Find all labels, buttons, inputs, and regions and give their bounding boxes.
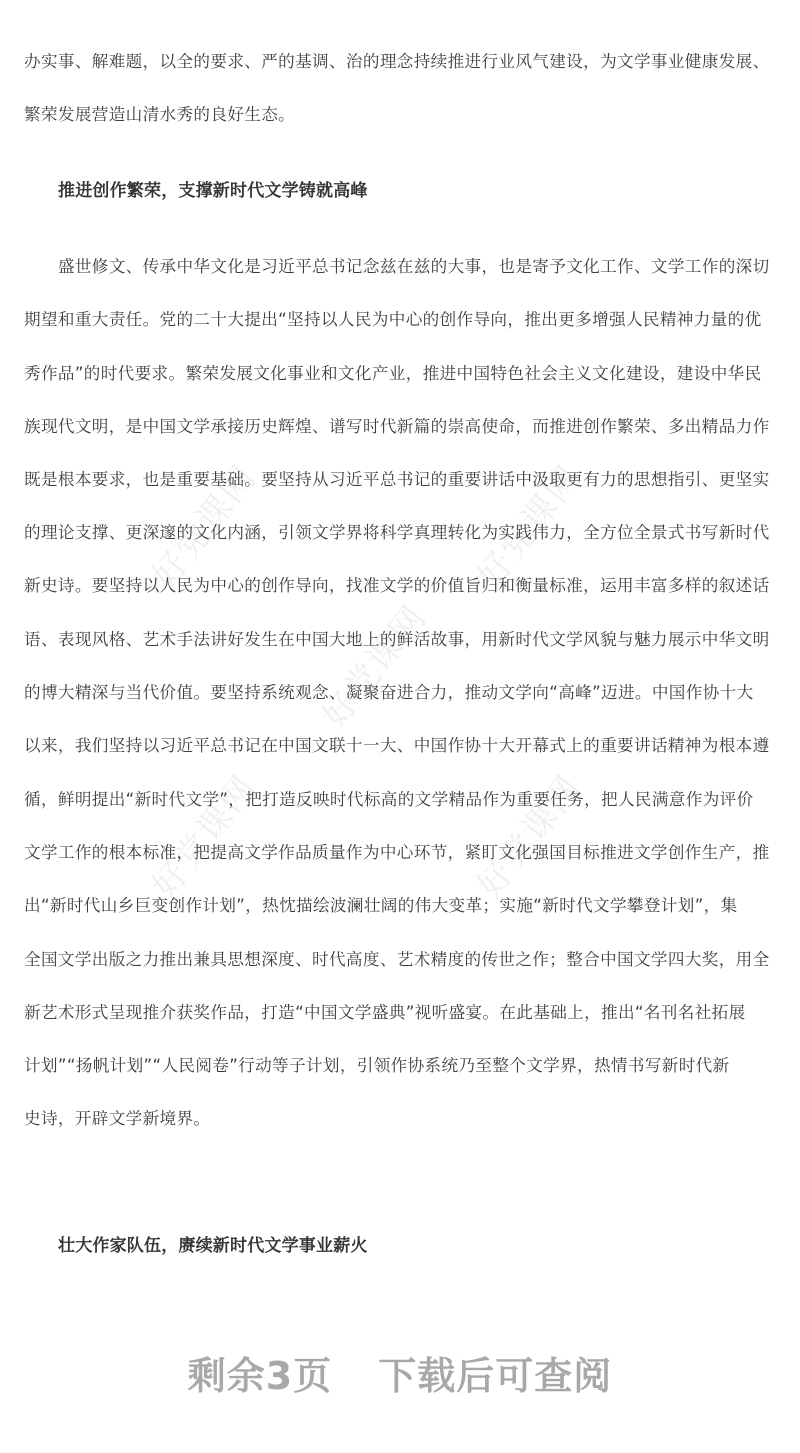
watermark: 好党课网 bbox=[314, 597, 435, 736]
download-prompt-banner[interactable] bbox=[0, 1350, 800, 1402]
body-text-line: 秀作品”的时代要求。繁荣发展文化事业和文化产业，推进中国特色社会主义文化建设，建设中华民 bbox=[24, 364, 762, 383]
watermark: 好党课网 bbox=[144, 767, 265, 906]
watermark: 好党课网 bbox=[469, 457, 590, 596]
body-text-line: 期望和重大责任。党的二十大提出“坚持以人民为中心的创作导向，推出更多增强人民精神力量的优 bbox=[24, 310, 762, 329]
body-text-line: 族现代文明，是中国文学承接历史辉煌、谱写时代新篇的崇高使命，而推进创作繁荣、多出精品力作 bbox=[24, 417, 770, 436]
body-text-line: 的博大精深与当代价值。要坚持系统观念、凝聚奋进合力，推动文学向“高峰”迈进。中国作协十大 bbox=[24, 683, 754, 702]
watermark: 好党课网 bbox=[144, 457, 265, 596]
body-text-line: 以来，我们坚持以习近平总书记在中国文联十一大、中国作协十大开幕式上的重要讲话精神为根本遵 bbox=[24, 736, 770, 755]
body-text-line: 循，鲜明提出“新时代文学”，把打造反映时代标高的文学精品作为重要任务，把人民满意作为评价 bbox=[24, 790, 754, 809]
body-text-line: 语、表现风格、艺术手法讲好发生在中国大地上的鲜活故事，用新时代文学风貌与魅力展示中华文明 bbox=[24, 630, 770, 649]
body-text-line: 全国文学出版之力推出兼具思想深度、时代高度、艺术精度的传世之作；整合中国文学四大奖，用全 bbox=[24, 950, 770, 969]
remaining-pages-label: 剩余3页 bbox=[187, 1354, 333, 1398]
body-text-line: 办实事、解难题，以全的要求、严的基调、治的理念持续推进行业风气建设，为文学事业健康发展、 bbox=[24, 52, 770, 71]
body-text-line: 文学工作的根本标准，把提高文学作品质量作为中心环节，紧盯文化强国目标推进文学创作生产，推 bbox=[24, 843, 770, 862]
body-text-line: 计划”“扬帆计划”“人民阅卷”行动等子计划，引领作协系统乃至整个文学界，热情书写新时代新 bbox=[24, 1056, 730, 1075]
section-heading: 推进创作繁荣，支撑新时代文学铸就高峰 bbox=[58, 181, 368, 201]
body-text-line: 既是根本要求，也是重要基础。要坚持从习近平总书记的重要讲话中汲取更有力的思想指引、更坚实 bbox=[24, 470, 770, 489]
body-text-line: 繁荣发展营造山清水秀的良好生态。 bbox=[24, 105, 296, 124]
watermark: 好党课网 bbox=[469, 767, 590, 906]
body-text-line: 新史诗。要坚持以人民为中心的创作导向，找准文学的价值旨归和衡量标准，运用丰富多样的叙述话 bbox=[24, 576, 770, 595]
section-heading: 壮大作家队伍，赓续新时代文学事业薪火 bbox=[58, 1236, 368, 1256]
body-text-line: 出“新时代山乡巨变创作计划”，热忱描绘波澜壮阔的伟大变革；实施“新时代文学攀登计划”，集 bbox=[24, 896, 738, 915]
download-to-view-label[interactable]: 下载后可查阅 bbox=[378, 1354, 613, 1398]
body-text-line: 新艺术形式呈现推介获奖作品，打造“中国文学盛典”视听盛宴。在此基础上，推出“名刊名社拓展 bbox=[24, 1003, 746, 1022]
body-text-line: 史诗，开辟文学新境界。 bbox=[24, 1109, 211, 1128]
body-text-line: 的理论支撑、更深邃的文化内涵，引领文学界将科学真理转化为实践伟力，全方位全景式书写新时代 bbox=[24, 523, 770, 542]
body-text-line: 盛世修文、传承中华文化是习近平总书记念兹在兹的大事，也是寄予文化工作、文学工作的深切 bbox=[24, 257, 770, 276]
